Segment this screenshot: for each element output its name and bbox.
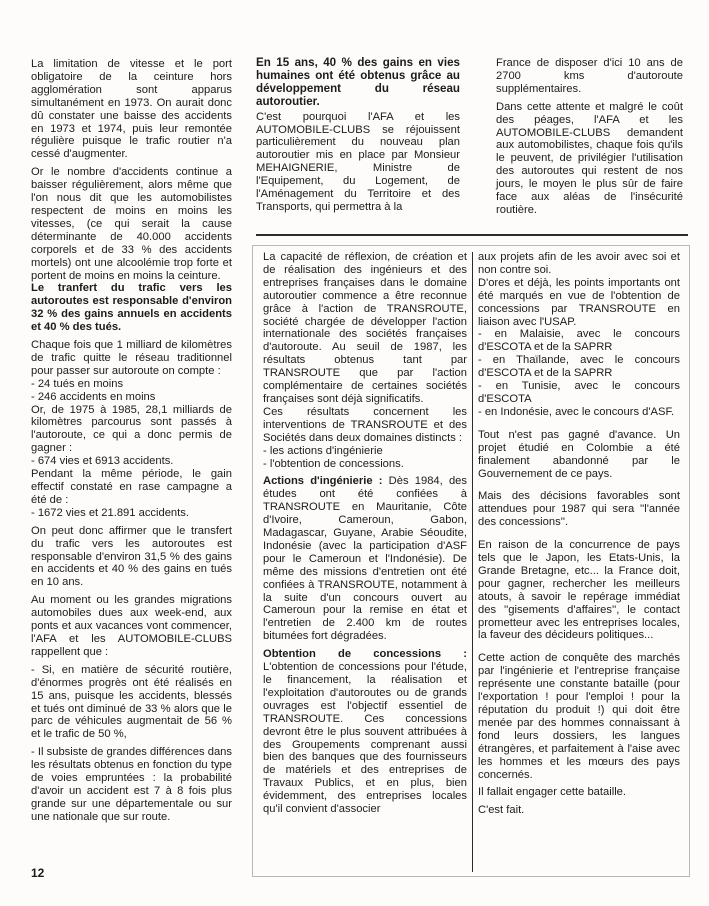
paragraph: En raison de la concurrence de pays tels que le Japon, les Etats-Unis, la Grande Bretagne, etc... la France doit, pour gagner, rechercher les meilleurs atouts, à savoir le repérage immédiat des ''gisements d'affaires'', le contact prometteur avec les entreprises locales, la faveur des décideurs politiques... [478,539,680,642]
paragraph: Dans cette attente et malgré le coût des péages, l'AFA et les AUTOMOBILE-CLUBS demandent aux automobilistes, chaque fois qu'ils le peuvent, de privilégier l'utilisation des autoroutes qui restent de nos jours, le moyen le plus sûr de faire face aux aléas de l'insécurité routière. [496,100,683,216]
paragraph: Tout n'est pas gagné d'avance. Un projet étudié en Colombie a été finalement abandonné par le Gouvernement de ce pays. [478,428,680,480]
paragraph: La capacité de réflexion, de création et de réalisation des ingénieurs et des entreprises françaises dans le domaine autoroutier commence a être reconnue grâce à l'action de TRANSROUTE, société chargée de développer l'action internationale des sociétés françaises d'autoroute. Au seuil de 1987, les résultats obtenus tant par TRANSROUTE que par l'action complémentaire de certaines sociétés françaises sont déjà significatifs. [263,251,467,405]
list-item: - en Tunisie, avec le concours d'ESCOTA [478,380,680,405]
paragraph: Pendant la même période, le gain effectif constaté en rase campagne a été de : [31,468,232,506]
page-number: 12 [31,866,45,880]
paragraph: Mais des décisions favorables sont attendues pour 1987 qui sera ''l'année des concessions''. [478,490,680,529]
paragraph [263,475,467,643]
paragraph: C'est pourquoi l'AFA et les AUTOMOBILE-CLUBS se réjouissent particulièrement du nouveau plan autoroutier mis en place par Monsieur MEHAIGNERIE, Ministre de l'Equipement, du Logement, de l'Aménagement du Territoire et des Transports, qui permettra à la [256,110,460,213]
subheading: En 15 ans, 40 % des gains en vies humaines ont été obtenus grâce au développement du réseau autoroutier. [256,56,460,108]
paragraph [263,648,467,816]
box-column-right [478,251,680,822]
box-column-left [263,251,467,821]
paragraph-body: L'obtention de concessions pour l'étude, le financement, la réalisation et l'exploitation d'autoroutes ou de grands ouvrages est l'objectif essentiel de TRANSROUTE. Ces concessions devront être le plus souvent attribuées à des Groupements comprenant aussi bien des banques que des fournisseurs de matériels et des entreprises de Travaux Publics, et en plus, bien évidemment, des entreprises locales qu'il convient d'associer [263,661,467,816]
paragraph: C'est fait. [478,804,525,817]
list-item: - en Malaisie, avec le concours d'ESCOTA et de la SAPRR [478,328,680,354]
article-column-2 [256,57,460,219]
list-item: - 24 tués en moins [31,377,124,390]
paragraph: aux projets afin de les avoir avec soi et non contre soi. [478,251,680,276]
subheading: Actions d'ingénierie : [263,475,383,488]
article-column-3 [496,57,683,222]
paragraph: On peut donc affirmer que le transfert du trafic vers les autoroutes est responsable d'environ 31,5 % des gains en accidents et 40 % des gains en tués en 10 ans. [31,524,232,589]
subheading: Le tranfert du trafic vers les autoroutes est responsable d'environ 32 % des gains annuels en accidents et 40 % des tués. [31,282,232,334]
article-column-1 [31,58,232,829]
paragraph: La limitation de vitesse et le port obligatoire de la ceinture hors agglomération sont apparus simultanément en 1973. On aurait donc dû constater une baisse des accidents en 1973 et 1974, puis leur remontée régulière puisque le trafic routier n'a cessé d'augmenter. [31,58,232,161]
paragraph: Or, de 1975 à 1985, 28,1 milliards de kilomètres parcourus sont passés à l'autoroute, ce qui a donc permis de gagner : [31,403,232,455]
paragraph: France de disposer d'ici 10 ans de 2700 kms d'autoroute supplémentaires. [496,57,683,95]
paragraph: Il fallait engager cette bataille. [478,786,627,799]
list-item: - en Thaïlande, avec le concours d'ESCOTA et de la SAPRR [478,354,680,380]
paragraph: Ces résultats concernent les interventions de TRANSROUTE et des Sociétés dans deux domaines distincts : [263,405,467,444]
list-item: - l'obtention de concessions. [263,457,404,470]
paragraph-body: Dès 1984, des études ont été confiées à TRANSROUTE en Mauritanie, Côte d'Ivoire, Cameroun, Gabon, Madagascar, Guyane, Arabie Séoudite, Indonésie (avec la participation d'ASF pour le Cameroun et l'Indonésie). De même des missions d'entretien ont été confiées à TRANSROUTE, notamment à la suite d'un concours ouvert au Cameroun pour la remise en état et l'entretien de 2.400 km de routes bitumées fort dégradées. [263,475,467,643]
paragraph: Chaque fois que 1 milliard de kilomètres de trafic quitte le réseau traditionnel pour passer sur autoroute on compte : [31,339,232,377]
paragraph: D'ores et déjà, les points importants ont été marqués en vue de l'obtention de concessions par TRANSROUTE en liaison avec l'USAP. [478,276,680,328]
list-item: - en Indonésie, avec le concours d'ASF. [478,405,675,418]
paragraph: - Il subsiste de grandes différences dans les résultats obtenus en fonction du type de voies empruntées : la probabilité d'avoir un accident est 7 à 8 fois plus grande sur une départementale ou sur une nationale que sur route. [31,746,232,823]
list-item: - 674 vies et 6913 accidents. [31,455,174,468]
section-divider [256,234,688,236]
paragraph: - Si, en matière de sécurité routière, d'énormes progrès ont été réalisés en 15 ans, puisque les accidents, blessés et tués ont diminué de 33 % alors que le parc de véhicules augmentait de 56 % et le trafic de 50 %, [31,663,232,741]
list-item: - 1672 vies et 21.891 accidents. [31,506,189,519]
list-item: - les actions d'ingénierie [263,444,383,457]
column-divider [472,252,473,872]
paragraph: Cette action de conquête des marchés par l'ingénierie et l'entreprise française représente une constante bataille (pour l'exportation ! pour l'emploi ! pour la réputation du produit !) qui doit être menée par des hommes connaissant à fond leurs dossiers, les langues étrangères, et parfaitement à l'aise avec les hommes et les mœurs des pays concernés. [478,652,680,781]
paragraph: Au moment ou les grandes migrations automobiles dues aux week-end, aux ponts et aux vacances vont commencer, l'AFA et les AUTOMOBILE-CLUBS rappellent que : [31,594,232,658]
subheading: Obtention de concessions : [263,648,467,661]
paragraph: Or le nombre d'accidents continue a baisser régulièrement, alors même que l'on nous dit que les automobilistes respectent de moins en moins les vitesses, (ce qui serait la cause déterminante de 40.000 accidents corporels et de 33 % des accidents mortels) ont une alcoolémie trop forte et portent de moins en moins la ceinture. [31,166,232,282]
list-item: - 246 accidents en moins [31,390,156,403]
